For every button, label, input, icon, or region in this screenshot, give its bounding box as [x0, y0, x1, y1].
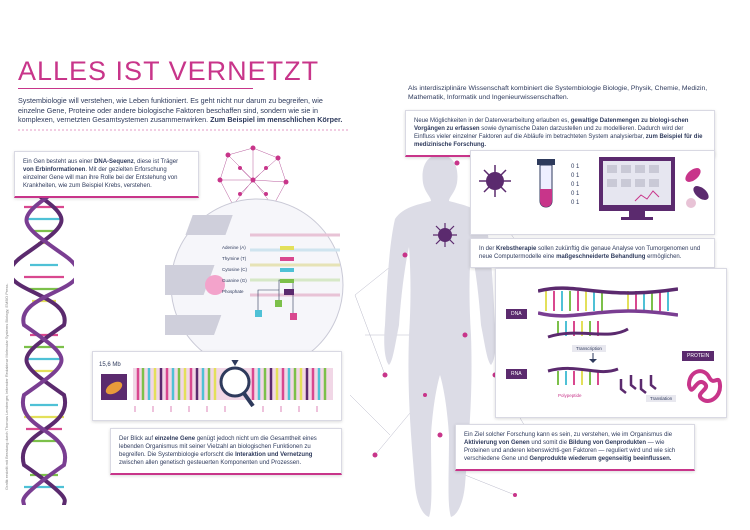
gene-detail-box — [110, 428, 342, 475]
gene-bold-2: von Erbinformationen — [23, 167, 86, 173]
cancer-therapy-box — [470, 238, 715, 268]
gene-text-3: . Mit der gezielten Erforschung einzelner Gene will man ihre Rolle bei der Entstehung von Krankheiten, wie zum Beispiel Krebs, verstehen. — [23, 167, 178, 189]
transcription-label: Transcription — [572, 345, 606, 352]
base-legend — [222, 242, 294, 297]
data-bold-1: gewaltige Datenmengen zu biologi-schen Vorgängen zu erfassen — [414, 118, 689, 132]
legend-item — [222, 242, 294, 253]
cancer-text-2: sollen zukünftig die genaue Analyse von Tumorgenomen und neue Computermodelle eine — [479, 246, 701, 260]
polypeptide-label: Polypeptide — [558, 393, 582, 398]
legend-item — [222, 275, 294, 286]
intro-bold: Zum Beispiel im menschlichen Körper. — [210, 115, 343, 124]
legend-swatch — [280, 246, 294, 250]
detail-text-3: zwischen allen genetisch gesteuerten Komponenten und Prozessen. — [119, 460, 302, 466]
computer-screen-icon — [599, 157, 675, 223]
protein-illustration — [684, 365, 724, 409]
intro-divider — [18, 128, 348, 132]
page-title: ALLES IST VERNETZT — [18, 56, 320, 86]
binary-row: 0 1 — [571, 182, 580, 188]
test-tube-icon — [533, 159, 559, 214]
dna-tag: DNA — [506, 309, 527, 319]
virus-cell-icon — [475, 159, 515, 209]
gene-expression-panel — [495, 268, 727, 418]
legend-swatch — [280, 279, 294, 283]
legend-item — [222, 253, 294, 264]
detail-text-1: Der Blick auf — [119, 436, 155, 442]
binary-row: 0 1 — [571, 164, 580, 170]
intro-paragraph — [18, 96, 348, 125]
dna-helix-illustration — [14, 185, 74, 505]
binary-row: 0 1 — [571, 173, 580, 179]
cancer-text-1: In der — [479, 246, 497, 252]
intro-text: Systembiologie will verstehen, wie Leben funktioniert. Es geht nicht nur darum zu begreifen, wie einzelne Gene, Proteine oder andere biologische Faktoren beschaffen sind, sondern wie sie in komplexen, vernetzten Gesamtsystemen zusammenwirken. — [18, 96, 323, 124]
translation-label: Translation — [646, 395, 676, 402]
dna-transcription-illustration — [538, 281, 678, 341]
gene-bold-1: DNA-Sequenz — [94, 159, 134, 165]
genome-size-label: 15,6 Mb — [99, 362, 121, 368]
detail-text-2: genügt jedoch nicht um die Gesamtheit eines lebenden Organismus mit seiner Vielzahl an biologischen Funktionen zu begreifen. Die Systembiologie erforscht die — [119, 436, 317, 458]
research-bold-2: Bildung von Genprodukten — [568, 440, 647, 446]
data-text-2: sowie dynamische Daten darzustellen und zu modellieren. Dadurch wird der Einfluss vieler einzelner Faktoren auf die Abläufe im betrachteten System analysierbar, — [414, 126, 684, 140]
legend-item — [222, 264, 294, 275]
cancer-bold-2: maßgeschneiderte Behandlung — [556, 254, 646, 260]
legend-label: Cytosine (C) — [222, 267, 248, 272]
legend-label: Thymine (T) — [222, 256, 247, 261]
credit-text: Grafik erstellt mit Beratung durch Thomas Lemberger, leitender Redakteur Molecular Systems Biology, EMBO Press. — [4, 283, 9, 490]
legend-label: Phosphate — [222, 289, 244, 294]
science-paragraph: Als interdisziplinäre Wissenschaft kombiniert die Systembiologie Biologie, Physik, Chemie, Medizin, Mathematik, Informatik und Ingenieurwissenschaften. — [408, 85, 708, 101]
research-goal-box — [455, 424, 695, 471]
binary-row: 0 1 — [571, 191, 580, 197]
gene-info-box — [14, 151, 199, 198]
data-text-1: Neue Möglichkeiten in der Datenverarbeitung erlauben es, — [414, 118, 571, 124]
genome-strip — [133, 360, 338, 416]
legend-swatch — [284, 289, 294, 295]
binary-row: 0 1 — [571, 200, 580, 206]
research-text-3: — wie Proteinen und anderen lebenswichti-gen Faktoren — reguliert wird und wie sich verschiedene Gene und — [464, 440, 676, 462]
detail-bold-1: einzelne Gene — [154, 436, 196, 442]
pills-icon — [681, 163, 713, 213]
data-bold-2: zum Beispiel für die medizinische Forschung. — [414, 134, 703, 148]
gene-text-2: , diese ist Träger — [133, 159, 179, 165]
gene-text-1: Ein Gen besteht aus einer — [23, 159, 95, 165]
legend-label: Adenine (A) — [222, 245, 246, 250]
cancer-text-3: ermöglichen. — [645, 254, 682, 260]
legend-item — [222, 286, 294, 297]
ribosome-illustration — [616, 369, 661, 409]
cancer-bold-1: Krebstherapie — [496, 246, 537, 252]
title-underline — [18, 88, 253, 89]
binary-data — [571, 163, 579, 208]
research-bold-3: Genprodukte wiederum gegenseitig beeinflussen. — [529, 456, 672, 462]
data-pipeline-panel — [470, 150, 715, 235]
research-text-2: und somit die — [529, 440, 569, 446]
legend-swatch — [280, 257, 294, 261]
genome-panel — [92, 351, 342, 421]
legend-swatch — [280, 268, 294, 272]
research-bold-1: Aktivierung von Genen — [464, 440, 530, 446]
legend-label: Guanine (G) — [222, 278, 247, 283]
detail-bold-2: Interaktion und Vernetzung — [235, 452, 313, 458]
protein-tag: PROTEIN — [682, 351, 714, 361]
rna-tag: RNA — [506, 369, 527, 379]
research-text-1: Ein Ziel solcher Forschung kann es sein, zu verstehen, wie im Organismus die — [464, 432, 673, 438]
bacterium-icon — [101, 374, 127, 400]
